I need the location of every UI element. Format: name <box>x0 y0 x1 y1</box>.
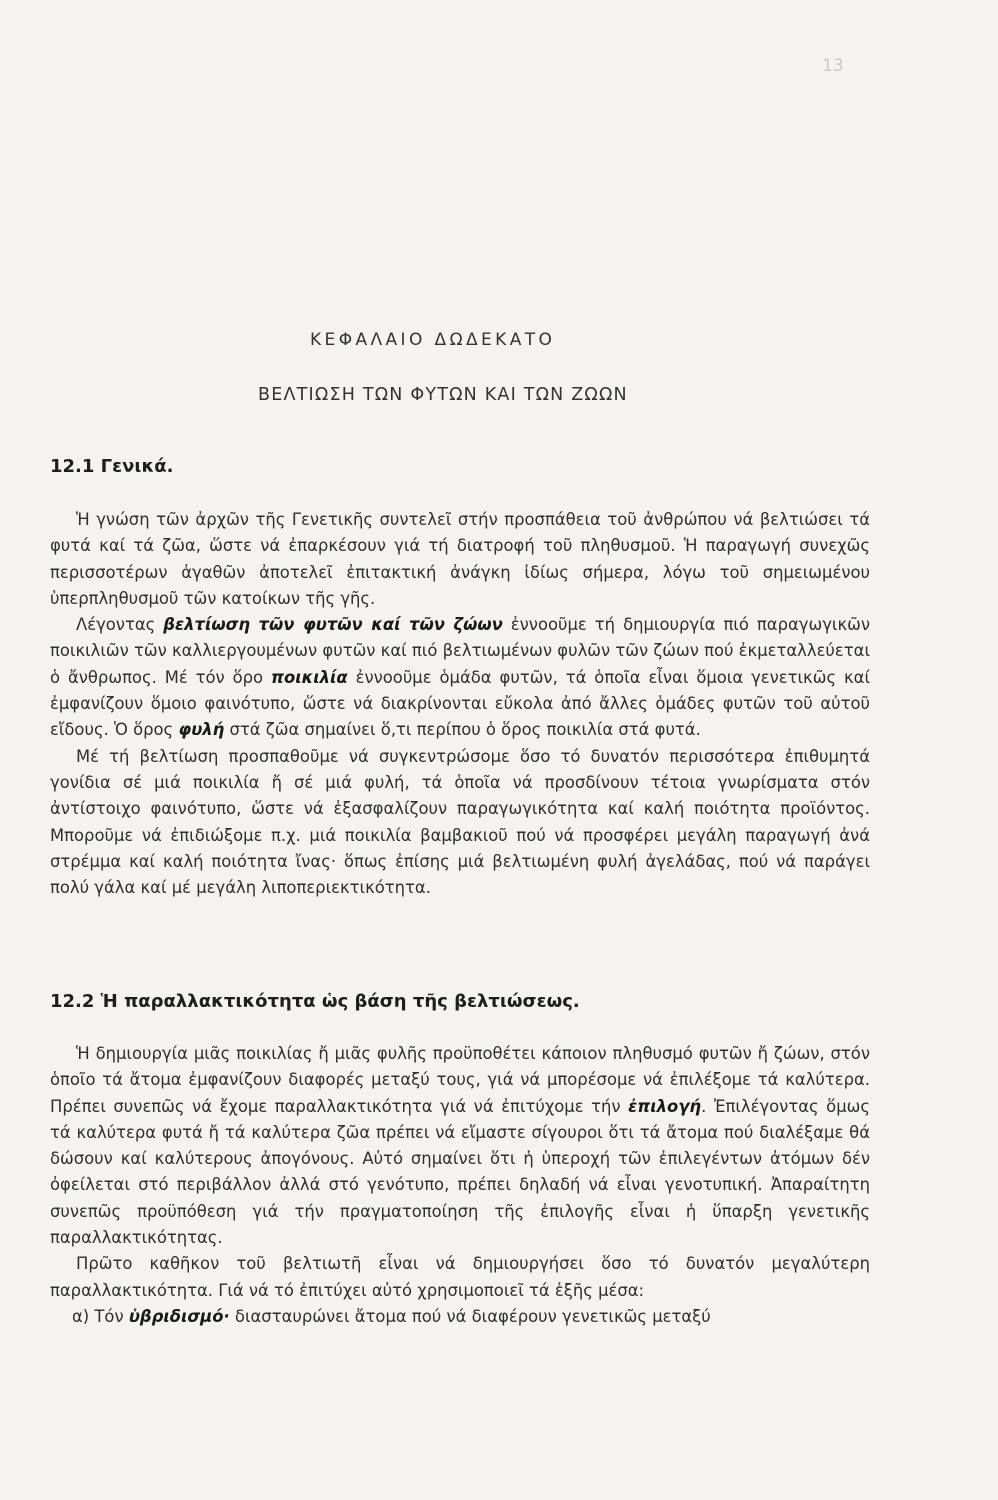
text-run: Λέγοντας <box>76 615 164 635</box>
text-run: στά ζῶα σημαίνει ὅ,τι περίπου ὁ ὅρος ποικιλία στά φυτά. <box>224 720 701 740</box>
chapter-title: ΒΕΛΤΙΩΣΗ ΤΩΝ ΦΥΤΩΝ ΚΑΙ ΤΩΝ ΖΩΩΝ <box>258 385 628 405</box>
text-run: . Ἐπιλέγοντας ὅμως τά καλύτερα φυτά ἤ τά καλύτερα ζῶα πρέπει νά εἴμαστε σίγουροι ὅτι τά ἄτομα πού διαλέξαμε θά δώσουν καί καλύτερους ἀπογόνους. Αὐτό σημαίνει ὅτι ἡ ὑπεροχή τῶν ἐπιλεγέντων ἀτόμων δέν ὀφείλεται στό περιβάλλον ἀλλά στό γενότυπο, πρέπει δηλαδή νά εἶναι γενοτυπική. Ἀπαραίτητη συνεπῶς προϋπόθεση γιά τήν πραγματοποίηση τῆς ἐπιλογῆς εἶναι ἡ ὕπαρξη γενετικῆς παραλλακτικότητας. <box>50 1096 870 1248</box>
section-heading: 12.1 Γενικά. <box>50 456 174 477</box>
text-run: α) Τόν <box>72 1306 129 1326</box>
emphasized-term: βελτίωση τῶν φυτῶν καί τῶν ζώων <box>163 615 503 635</box>
paragraph <box>50 612 870 743</box>
page-number: 13 <box>822 56 844 76</box>
chapter-label: ΚΕΦΑΛΑΙΟ ΔΩΔΕΚΑΤΟ <box>310 330 556 350</box>
paragraph <box>50 1041 870 1251</box>
emphasized-term: ὑβριδισμό· <box>128 1306 230 1326</box>
emphasized-term: ἐπιλογή <box>628 1096 702 1116</box>
section-heading: 12.2 Ἡ παραλλακτικότητα ὡς βάση τῆς βελτιώσεως. <box>50 991 580 1012</box>
text-run: ἐννοοῦμε τή δημιουργία πιό παραγωγικῶν ποικιλιῶν τῶν καλλιεργουμένων φυτῶν καί πιό βελτιωμένων φυλῶν τῶν ζώων πού ἐκμεταλλεύεται ὁ ἄνθρωπος. Μέ τόν ὅρο <box>50 615 870 687</box>
list-item <box>50 1304 870 1330</box>
paragraph: Μέ τή βελτίωση προσπαθοῦμε νά συγκεντρώσομε ὅσο τό δυνατόν περισσότερα ἐπιθυμητά γονίδια σέ μιά ποικιλία ἤ σέ μιά φυλή, τά ὁποῖα νά προσδίνουν τέτοια γνωρίσματα στόν ἀντίστοιχο φαινότυπο, ὥστε νά ἐξασφαλίζουν παραγωγικότητα καί καλή ποιότητα προϊόντος. Μποροῦμε νά ἐπιδιώξομε π.χ. μιά ποικιλία βαμβακιοῦ πού νά προσφέρει μεγάλη παραγωγή ἀνά στρέμμα καί καλή ποιότητα ἴνας· ὅπως ἐπίσης μιά βελτιωμένη φυλή ἀγελάδας, πού νά παράγει πολύ γάλα καί μέ μεγάλη λιποπεριεκτικότητα. <box>50 746 870 898</box>
section-general <box>50 452 870 901</box>
emphasized-term: φυλή <box>178 720 225 740</box>
text-run: Ἡ δημιουργία μιᾶς ποικιλίας ἤ μιᾶς φυλῆς προϋποθέτει κάποιον πληθυσμό φυτῶν ἤ ζώων, στόν ὁποῖο τά ἄτομα ἐμφανίζουν διαφορές μεταξύ τους, γιά νά μπορέσομε νά ἐπιλέξομε τά καλύτερα. Πρέπει συνεπῶς νά ἔχομε παραλλακτικότητα γιά νά ἐπιτύχομε τήν <box>50 1044 870 1116</box>
section-variability <box>50 987 870 1330</box>
text-run: διασταυρώνει ἄτομα πού νά διαφέρουν γενετικῶς μεταξύ <box>229 1306 711 1326</box>
paragraph: Ἡ γνώση τῶν ἀρχῶν τῆς Γενετικῆς συντελεῖ στήν προσπάθεια τοῦ ἀνθρώπου νά βελτιώσει τά φυτά καί τά ζῶα, ὥστε νά ἐπαρκέσουν γιά τή διατροφή τοῦ πληθυσμοῦ. Ἡ παραγωγή συνεχῶς περισσοτέρων ἀγαθῶν ἀποτελεῖ ἐπιτακτική ἀνάγκη ἰδίως σήμερα, λόγω τοῦ σημειωμένου ὑπερπληθυσμοῦ τῶν κατοίκων τῆς γῆς. <box>50 510 870 608</box>
text-run: ἐννοοῦμε ὁμάδα φυτῶν, τά ὁποῖα εἶναι ὅμοια γενετικῶς καί ἐμφανίζουν ὅμοιο φαινότυπο, ὥστε νά διακρίνονται εὔκολα ἀπό ἄλλες ὁμάδες φυτῶν τοῦ αὐτοῦ εἴδους. Ὁ ὅρος <box>50 667 870 740</box>
emphasized-term: ποικιλία <box>271 667 348 687</box>
paragraph: Πρῶτο καθῆκον τοῦ βελτιωτῆ εἶναι νά δημιουργήσει ὅσο τό δυνατόν μεγαλύτερη παραλλακτικότητα. Γιά νά τό ἐπιτύχει αὐτό χρησιμοποιεῖ τά ἑξῆς μέσα: <box>50 1254 870 1300</box>
